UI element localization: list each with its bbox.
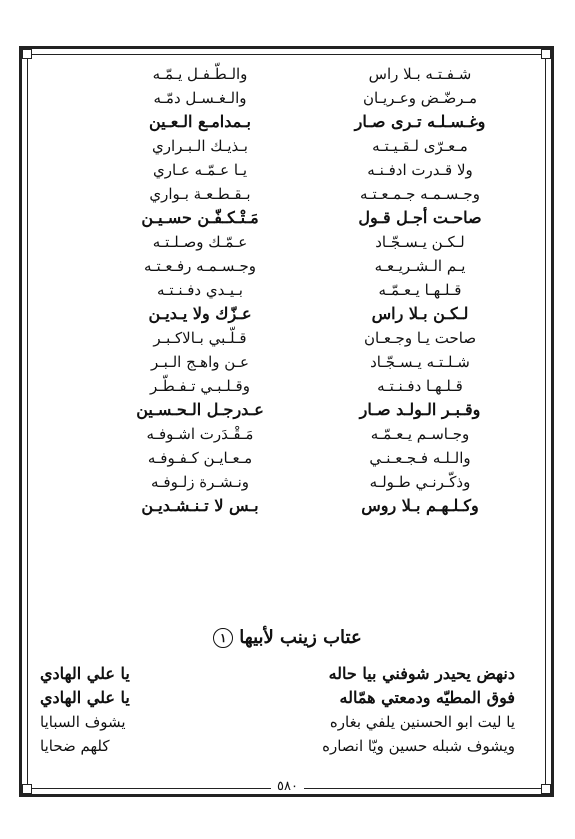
verse-second-hemistich: بـمدامـع الـعـين (149, 112, 251, 131)
verse-row (40, 110, 535, 134)
section-heading (0, 624, 575, 652)
verse-row (40, 230, 535, 254)
verse-first-hemistich: قـلـهـا دفـنـتـه (377, 377, 463, 395)
verse-first-hemistich: مـعـرّى لـقـيـتـه (372, 137, 468, 155)
verse-second-hemistich: بـذيـك الـبـراري (152, 137, 248, 155)
corner-ornament-top-right (541, 49, 551, 59)
verse-row (40, 710, 535, 734)
verse-row (40, 134, 535, 158)
poem-section-two (40, 662, 535, 758)
verse-row (40, 734, 535, 758)
verse-row (40, 350, 535, 374)
verse-second-hemistich: يـا عـمّـه عـاري (152, 161, 248, 179)
verse-first-hemistich: والـلـه فـجـعـنـي (369, 449, 471, 467)
verse-row (40, 398, 535, 422)
verse-first-hemistich: وكـلـهـم بـلا روس (361, 496, 479, 515)
footnote-marker: ١ (213, 628, 233, 648)
verse-first-hemistich: لـكـن يـسـجّـاد (375, 233, 465, 251)
verse-second-hemistich: عـزّك ولا يـديـن (148, 304, 252, 323)
verse-refrain: يشوف السبايا (40, 713, 126, 731)
verse-first-hemistich: وجـاسـم يـعـمّـه (370, 425, 470, 443)
verse-first-hemistich: صاحـت أجـل قـول (358, 208, 482, 227)
verse-second-hemistich: مـعـايـن كـفـوفـه (147, 449, 253, 467)
verse-first-hemistich: قـلـهـا يـعـمّـه (378, 281, 462, 299)
verse-first-hemistich: وغـسـلـه تـرى صـار (354, 112, 486, 131)
verse-row (40, 158, 535, 182)
verse-row (40, 86, 535, 110)
verse-first-hemistich: شـفـتـه بـلا راس (368, 65, 472, 83)
verse-first-hemistich: ويشوف شبله حسين ويّا انصاره (322, 737, 515, 755)
verse-first-hemistich: شـلـتـه يـسـجّـاد (370, 353, 470, 371)
verse-refrain: يا علي الهادي (40, 664, 130, 683)
verse-refrain: يا علي الهادي (40, 688, 130, 707)
verse-row (40, 374, 535, 398)
verse-second-hemistich: بـقـطـعـة بـواري (149, 185, 251, 203)
verse-row (40, 470, 535, 494)
verse-second-hemistich: ونـشـرة زلـوفـه (150, 473, 250, 491)
verse-first-hemistich: فوق المطيّه ودمعتي همّاله (339, 688, 515, 707)
verse-row (40, 326, 535, 350)
section-title: عتاب زينب لأبيها (239, 627, 362, 648)
verse-second-hemistich: عـدرجـل الـحـسـين (136, 400, 264, 419)
verse-first-hemistich: صاحت يـا وجـعـان (363, 329, 477, 347)
verse-second-hemistich: والـطّـفـل يـمّـه (152, 65, 248, 83)
verse-row (40, 206, 535, 230)
verse-second-hemistich: قـلّـبي بـالاكـبـر (153, 329, 247, 347)
poem-verses (40, 62, 535, 518)
verse-second-hemistich: عـمّـك وصـلـتـه (152, 233, 248, 251)
verse-row (40, 302, 535, 326)
verse-row (40, 422, 535, 446)
verse-row (40, 278, 535, 302)
verse-row (40, 446, 535, 470)
verse-first-hemistich: دنهض يحيدر شوفني بيا حاله (328, 664, 515, 683)
verse-first-hemistich: مـرضّـض وعـريـان (362, 89, 477, 107)
verse-first-hemistich: وقـبـر الـولـد صـار (359, 400, 481, 419)
verse-second-hemistich: عـن واهـج الـبـر (150, 353, 250, 371)
verse-first-hemistich: لـكـن بـلا راس (371, 304, 469, 323)
verse-first-hemistich: ولا قـدرت ادفـنـه (367, 161, 473, 179)
verse-second-hemistich: وقـلـبـي تـفـطّـر (150, 377, 250, 395)
verse-row (40, 62, 535, 86)
verse-first-hemistich: يا ليت ابو الحسنين يلفي بغاره (329, 713, 515, 731)
verse-row (40, 494, 535, 518)
verse-second-hemistich: وجـسـمـه رفـعـتـه (144, 257, 256, 275)
verse-row (40, 662, 535, 686)
verse-second-hemistich: بـيـدي دفـنـتـه (156, 281, 243, 299)
verse-first-hemistich: يـم الـشـريـعـه (374, 257, 466, 275)
verse-second-hemistich: مَـتْـكـفّـن حسـيـن (141, 208, 259, 227)
corner-ornament-top-left (22, 49, 32, 59)
verse-second-hemistich: والـغـسـل دمّـه (153, 89, 247, 107)
verse-first-hemistich: وذكّـرنـي طـولـه (369, 473, 471, 491)
page-number: ٥٨٠ (0, 778, 575, 796)
verse-refrain: كلهم ضحايا (40, 737, 110, 755)
verse-row (40, 182, 535, 206)
verse-second-hemistich: بـس لا تـنـشـديـن (141, 496, 259, 515)
verse-second-hemistich: مَـقْـدَرت اشـوفـه (146, 425, 254, 443)
verse-row (40, 686, 535, 710)
verse-row (40, 254, 535, 278)
verse-first-hemistich: وجـسـمـه جـمـعـتـه (360, 185, 480, 203)
